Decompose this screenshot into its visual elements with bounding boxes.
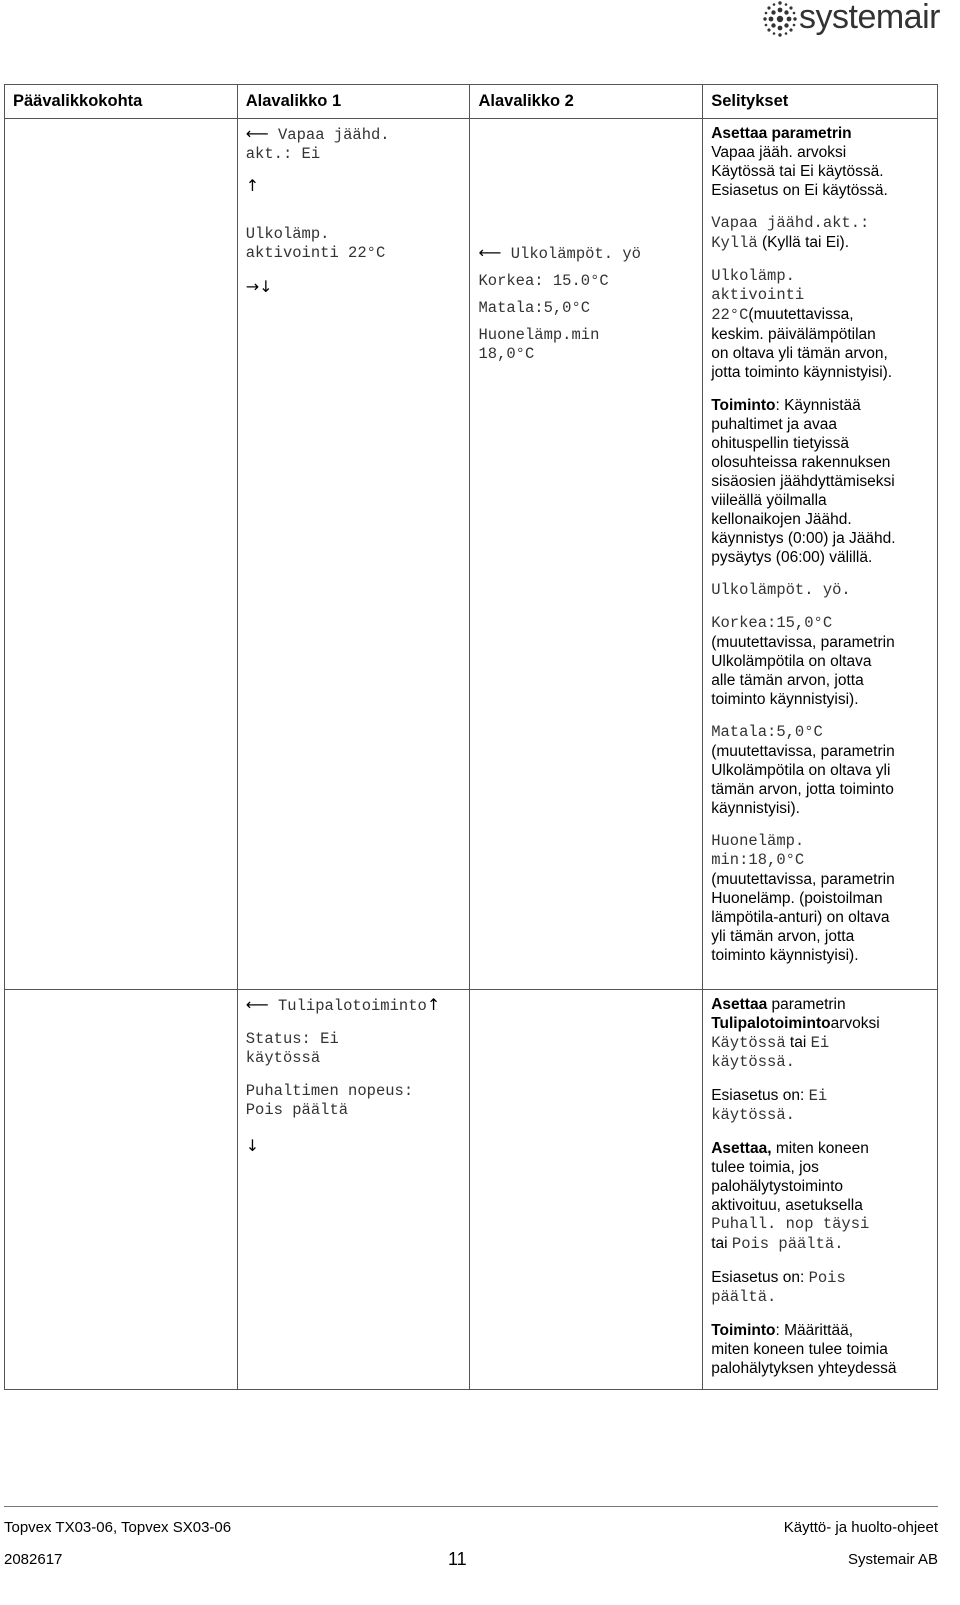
- menu-table: [4, 84, 938, 1390]
- desc-tulipalotoiminto-label: Tulipalotoiminto: [711, 1015, 831, 1032]
- desc-param-value: käytössä.: [711, 1106, 795, 1124]
- desc-text: Käytössä tai Ei käytössä.: [711, 163, 884, 180]
- desc-text: Esiasetus on Ei käytössä.: [711, 182, 888, 199]
- desc-text: Ulkolämpötila on oltava yli: [711, 762, 891, 779]
- footer-doc-number: 2082617: [4, 1551, 63, 1568]
- desc-text: palohälytyksen yhteydessä: [711, 1360, 897, 1377]
- desc-text: tai: [785, 1034, 811, 1051]
- desc-text: (muutettavissa, parametrin: [711, 743, 895, 760]
- huonelamp-min-label: Huonelämp.min: [478, 326, 600, 344]
- desc-text: (muutettavissa, parametrin: [711, 634, 895, 651]
- table-row: [5, 990, 938, 1390]
- tulipalotoiminto-label: Tulipalotoiminto: [277, 997, 427, 1015]
- desc-text: arvoksi: [830, 1015, 880, 1032]
- desc-param-name: Ulkolämpöt. yö.: [711, 581, 851, 599]
- desc-asettaa-parametrin: Asettaa parametrin: [711, 125, 852, 142]
- cell-alavalikko2-empty: [470, 990, 703, 1390]
- status-value: käytössä: [245, 1049, 321, 1067]
- desc-toiminto-label: Toiminto: [711, 1322, 776, 1339]
- desc-asettaa-label: Asettaa: [711, 996, 768, 1013]
- ulkolamp-aktivointi-value: aktivointi 22°C: [245, 244, 386, 262]
- desc-text: sisäosien jäähdyttämiseksi: [711, 473, 895, 490]
- desc-text: käynnistys (0:00) ja Jäähd.: [711, 530, 896, 547]
- vapaa-akt-value: akt.: Ei: [245, 145, 321, 163]
- desc-text: (muutettavissa, parametrin: [711, 871, 895, 888]
- cell-paavalikko-empty: [5, 119, 238, 990]
- desc-text: toiminto käynnistyisi).: [711, 691, 859, 708]
- desc-param-value: Puhall. nop täysi: [711, 1215, 870, 1233]
- desc-text: (muutettavissa,: [748, 306, 854, 323]
- cell-alavalikko1-tulipalo: [237, 990, 470, 1390]
- header-paavalikkokohta: Päävalikkokohta: [5, 85, 238, 119]
- arrow-left-icon: ⟵: [478, 243, 502, 262]
- desc-text: (Kyllä tai Ei).: [757, 234, 850, 251]
- footer-product-name: Topvex TX03-06, Topvex SX03-06: [4, 1519, 232, 1536]
- arrow-left-icon: ⟵: [245, 995, 269, 1014]
- vapaa-jaahd-label: Vapaa jäähd.: [277, 126, 390, 144]
- desc-param-value: Pois: [808, 1269, 846, 1287]
- desc-param-value: Kyllä: [711, 234, 758, 252]
- desc-text: aktivoituu, asetuksella: [711, 1197, 863, 1214]
- desc-param-value: käytössä.: [711, 1053, 795, 1071]
- cell-alavalikko2-ulkolampot: [470, 119, 703, 990]
- desc-text: viileällä yöilmalla: [711, 492, 827, 509]
- desc-param-value: Korkea:15,0°C: [711, 614, 833, 632]
- matala-value: Matala:5,0°C: [478, 299, 591, 317]
- footer-manual-title: Käyttö- ja huolto-ohjeet: [783, 1519, 938, 1536]
- desc-text: keskim. päivälämpötilan: [711, 326, 876, 343]
- arrow-left-icon: ⟵: [245, 124, 269, 143]
- desc-text: olosuhteissa rakennuksen: [711, 454, 891, 471]
- desc-asettaa-label: Asettaa,: [711, 1140, 772, 1157]
- desc-param-name: Vapaa jäähd.akt.:: [711, 214, 870, 232]
- systemair-logo: [763, 0, 943, 40]
- brand-name: systemair: [799, 0, 940, 36]
- desc-param-value: Pois päältä.: [731, 1235, 844, 1253]
- header-alavalikko-2: Alavalikko 2: [470, 85, 703, 119]
- desc-text: toiminto käynnistyisi).: [711, 947, 859, 964]
- desc-text: Huonelämp. (poistoilman: [711, 890, 883, 907]
- korkea-value: Korkea: 15.0°C: [478, 272, 609, 290]
- cell-selitykset-tulipalo: [703, 990, 938, 1390]
- desc-text: jotta toiminto käynnistyisi).: [711, 364, 893, 381]
- desc-text: käynnistyisi).: [711, 800, 800, 817]
- desc-param-value: Matala:5,0°C: [711, 723, 823, 741]
- cell-selitykset-vapaa: [703, 119, 938, 990]
- status-label: Status: Ei: [245, 1030, 339, 1048]
- desc-param-value: min:18,0°C: [711, 851, 805, 869]
- desc-param-value: Käytössä: [711, 1034, 786, 1052]
- desc-text: ohituspellin tietyissä: [711, 435, 850, 452]
- desc-text: tulee toimia, jos: [711, 1159, 819, 1176]
- arrow-up-icon: ↑: [426, 995, 441, 1014]
- desc-text: Esiasetus on:: [711, 1269, 809, 1286]
- header-alavalikko-1: Alavalikko 1: [237, 85, 470, 119]
- desc-param-value: 22°C: [711, 306, 749, 324]
- footer-divider: [4, 1506, 938, 1507]
- desc-text: Ulkolämpötila on oltava: [711, 653, 872, 670]
- desc-text: on oltava yli tämän arvon,: [711, 345, 888, 362]
- arrow-down-icon: ↓: [245, 1136, 260, 1155]
- desc-param-value: Ei: [810, 1034, 830, 1052]
- ulkolampot-yo-label: Ulkolämpöt. yö: [510, 245, 641, 263]
- desc-text: puhaltimet ja avaa: [711, 416, 838, 433]
- desc-text: Esiasetus on:: [711, 1087, 809, 1104]
- footer-page-number: 11: [448, 1549, 467, 1569]
- desc-text: alle tämän arvon, jotta: [711, 672, 864, 689]
- desc-param-name: aktivointi: [711, 286, 805, 304]
- puhaltimen-nopeus-value: Pois päältä: [245, 1101, 349, 1119]
- table-header-row: [5, 85, 938, 119]
- arrow-right-down-icon: →↓: [245, 277, 273, 296]
- desc-text: miten koneen: [771, 1140, 869, 1157]
- desc-param-name: Huonelämp.: [711, 832, 805, 850]
- desc-text: lämpötila-anturi) on oltava: [711, 909, 890, 926]
- puhaltimen-nopeus-label: Puhaltimen nopeus:: [245, 1082, 414, 1100]
- desc-text: palohälytystoiminto: [711, 1178, 844, 1195]
- footer-company: Systemair AB: [847, 1551, 938, 1568]
- systemair-dotted-sun-logo-icon: [763, 0, 797, 38]
- desc-param-value: päältä.: [711, 1288, 777, 1306]
- cell-alavalikko1-vapaa: [237, 119, 470, 990]
- table-row: [5, 119, 938, 990]
- desc-text: : Käynnistää: [775, 397, 861, 414]
- desc-param-value: Ei: [808, 1087, 828, 1105]
- desc-toiminto-label: Toiminto: [711, 397, 776, 414]
- desc-text: parametrin: [767, 996, 846, 1013]
- desc-param-name: Ulkolämp.: [711, 267, 795, 285]
- desc-text: kellonaikojen Jäähd.: [711, 511, 852, 528]
- desc-text: Vapaa jääh. arvoksi: [711, 144, 847, 161]
- header-selitykset: Selitykset: [703, 85, 938, 119]
- desc-text: yli tämän arvon, jotta: [711, 928, 855, 945]
- ulkolamp-label: Ulkolämp.: [245, 225, 330, 243]
- desc-text: miten koneen tulee toimia: [711, 1341, 888, 1358]
- desc-text: pysäytys (06:00) välillä.: [711, 549, 873, 566]
- arrow-up-icon: ↑: [245, 176, 260, 195]
- cell-paavalikko-empty: [5, 990, 238, 1390]
- desc-text: tai: [711, 1235, 732, 1252]
- desc-text: tämän arvon, jotta toiminto: [711, 781, 894, 798]
- desc-text: : Määrittää,: [775, 1322, 854, 1339]
- huonelamp-min-value: 18,0°C: [478, 345, 535, 363]
